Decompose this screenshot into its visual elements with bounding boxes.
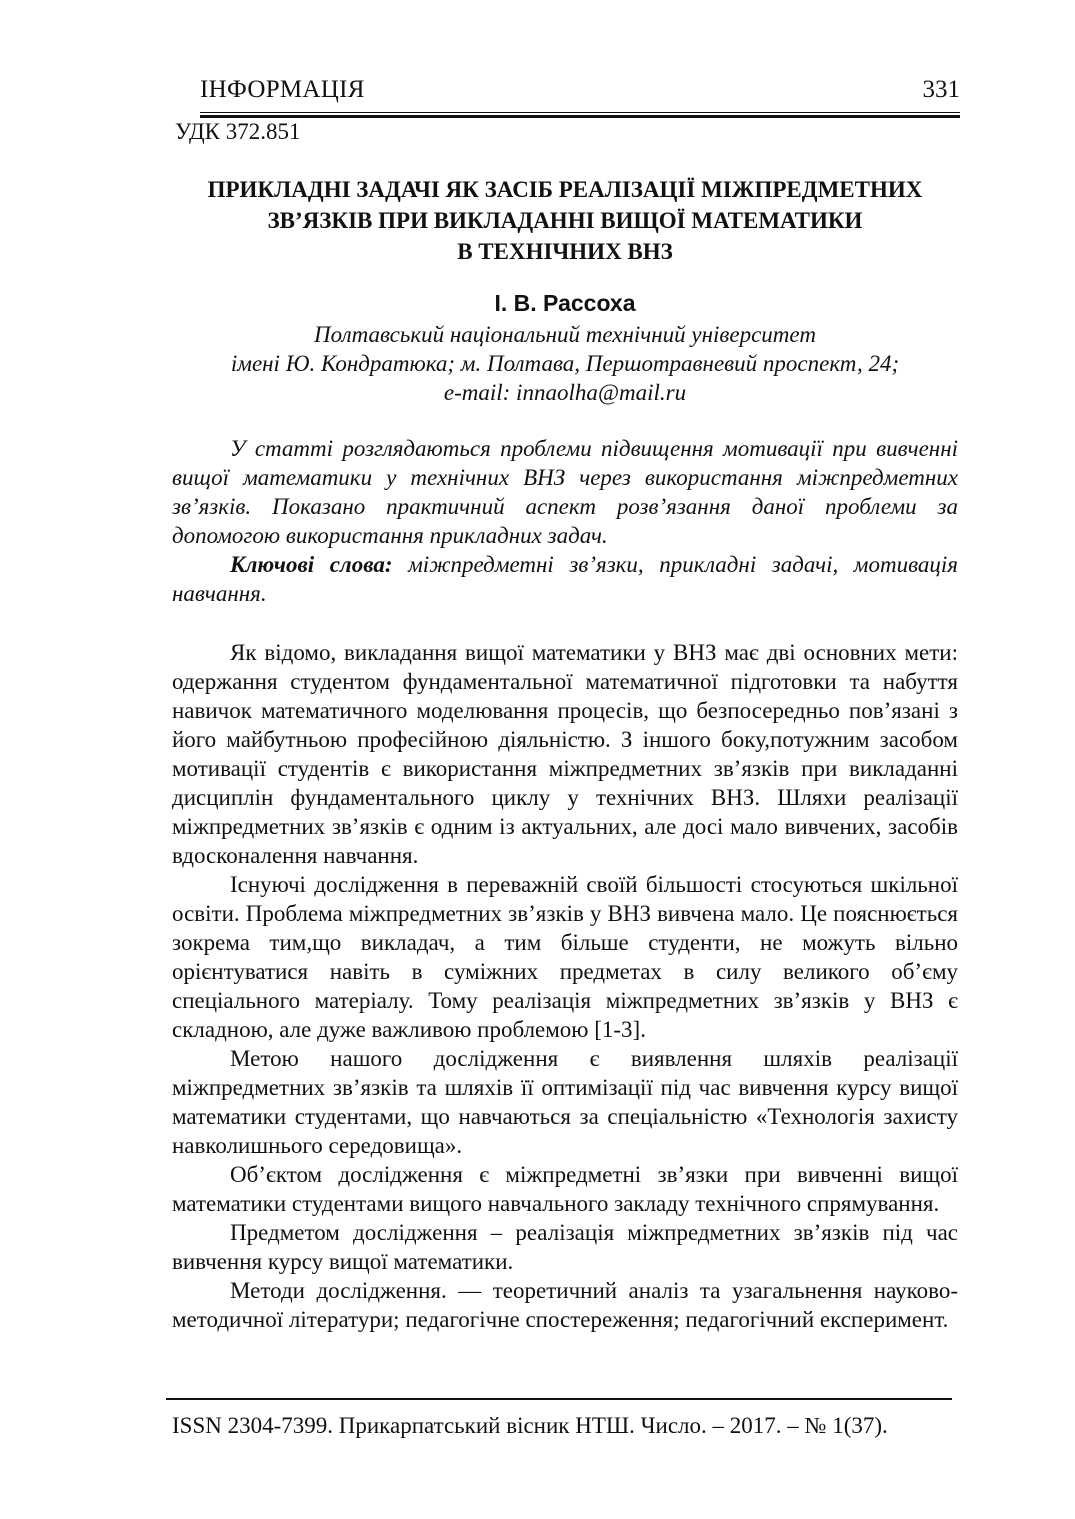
article-body bbox=[172, 638, 958, 1334]
title-line: ПРИКЛАДНІ ЗАДАЧІ ЯК ЗАСІБ РЕАЛІЗАЦІЇ МІЖПРЕДМЕТНИХ bbox=[207, 177, 923, 202]
title-line: В ТЕХНІЧНИХ ВНЗ bbox=[457, 239, 673, 264]
journal-footer: ISSN 2304-7399. Прикарпатський вісник НТШ. Число. – 2017. – № 1(37). bbox=[172, 1413, 888, 1438]
section-label: ІНФОРМАЦІЯ bbox=[200, 76, 365, 103]
body-paragraph: Методи дослідження. — теоретичний аналіз та узагальнення науково-методичної літератури; педагогічне спостереження; педагогічний експеримент. bbox=[172, 1278, 958, 1332]
running-header bbox=[200, 76, 960, 114]
affiliation bbox=[172, 320, 958, 407]
body-paragraph: Об’єктом дослідження є міжпредметні зв’язки при вивченні вищої математики студентами вищого навчального закладу технічного спрямування. bbox=[172, 1162, 958, 1216]
body-paragraph: Як відомо, викладання вищої математики у ВНЗ має дві основних мети: одержання студентом фундаментальної математичної підготовки та набуття навичок математичного моделювання процесів, що безпосередньо пов’язані з його майбутньою професійною діяльністю. З іншого боку,потужним засобом мотивації студентів є використання міжпредметних зв’язків при викладанні дисциплін фундаментального циклу у технічних ВНЗ. Шляхи реалізації міжпредметних зв’язків є одним із актуальних, але досі мало вивчених, засобів вдосконалення навчання. bbox=[172, 640, 958, 868]
abstract-text: У статті розглядаються проблеми підвищення мотивації при вивченні вищої математики у технічних ВНЗ через використання міжпредметних зв’язків. Показано практичний аспект розв’язання даної проблеми за допомогою використання прикладних задач. bbox=[172, 436, 958, 548]
body-paragraph: Існуючі дослідження в переважній своїй більшості стосуються шкільної освіти. Проблема міжпредметних зв’язків у ВНЗ вивчена мало. Це пояснюється зокрема тим,що викладач, а тим більше студенти, не можуть вільно орієнтуватися навіть в суміжних предметах в силу великого об’єму спеціального матеріалу. Тому реалізація міжпредметних зв’язків у ВНЗ є складною, але дуже важливою проблемою [1-3]. bbox=[172, 872, 958, 1042]
keywords-label: Ключові слова: bbox=[230, 552, 393, 577]
title-line: ЗВ’ЯЗКІВ ПРИ ВИКЛАДАННІ ВИЩОЇ МАТЕМАТИКИ bbox=[267, 208, 863, 233]
keywords bbox=[172, 550, 958, 608]
affiliation-line: імені Ю. Кондратюка; м. Полтава, Першотравневий проспект, 24; bbox=[230, 351, 900, 376]
page-number: 331 bbox=[922, 76, 960, 103]
body-paragraph: Метою нашого дослідження є виявлення шляхів реалізації міжпредметних зв’язків та шляхів її оптимізації під час вивчення курсу вищої математики студентами, що навчаються за спеціальністю «Технологія захисту навколишнього середовища». bbox=[172, 1046, 958, 1158]
affiliation-line: Полтавський національний технічний університет bbox=[314, 322, 816, 347]
footer-rule bbox=[166, 1398, 952, 1400]
article-title bbox=[172, 174, 958, 267]
affiliation-email: e-mail: innaolha@mail.ru bbox=[443, 380, 687, 405]
author-name: І. В. Рассоха bbox=[494, 290, 636, 316]
udc-code: УДК 372.851 bbox=[175, 119, 301, 144]
keywords-list: міжпредметні зв’язки, прикладні задачі, мотивація навчання. bbox=[172, 552, 958, 606]
body-paragraph: Предметом дослідження – реалізація міжпредметних зв’язків під час вивчення курсу вищої математики. bbox=[172, 1220, 958, 1274]
abstract bbox=[172, 434, 958, 608]
header-rule bbox=[200, 112, 960, 118]
